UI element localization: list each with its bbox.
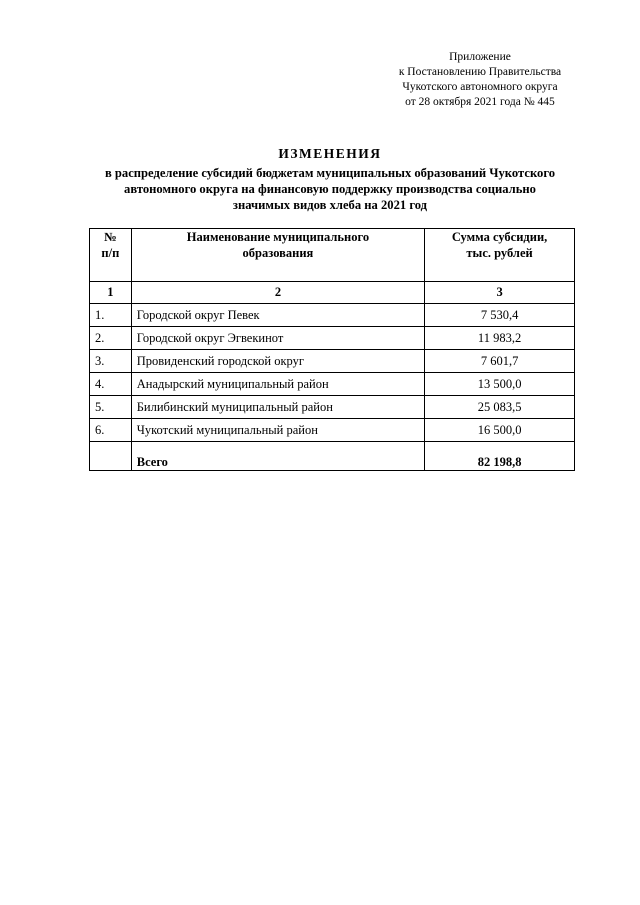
total-amount: 82 198,8 (425, 442, 575, 471)
row-num: 1. (90, 304, 132, 327)
header-num (90, 229, 132, 282)
row-amount: 16 500,0 (425, 419, 575, 442)
header-name (131, 229, 424, 282)
table-row (90, 419, 575, 442)
row-amount: 7 530,4 (425, 304, 575, 327)
table-row (90, 304, 575, 327)
header-amount-line1: Сумма субсидии, (451, 230, 548, 244)
row-num: 3. (90, 350, 132, 373)
header-name-line1: Наименование муниципального (186, 230, 370, 244)
appendix-line: к Постановлению Правительства (398, 66, 562, 78)
column-number-row (90, 282, 575, 304)
table-row (90, 373, 575, 396)
document-subtitle (40, 165, 620, 213)
subtitle-line: в распределение субсидий бюджетам муниципальных образований Чукотского (104, 166, 556, 180)
header-num-line2: п/п (101, 246, 120, 260)
subtitle-line: автономного округа на финансовую поддержку производства социально (124, 182, 536, 196)
row-name: Провиденский городской округ (131, 350, 424, 373)
header-amount (425, 229, 575, 282)
header-amount-line2: тыс. рублей (466, 246, 533, 260)
appendix-line: Чукотского автономного округа (402, 81, 558, 93)
appendix-block (360, 50, 600, 110)
appendix-line: Приложение (449, 51, 511, 63)
total-row (90, 442, 575, 471)
row-num: 4. (90, 373, 132, 396)
table-row (90, 327, 575, 350)
row-name: Городской округ Певек (131, 304, 424, 327)
row-name: Билибинский муниципальный район (131, 396, 424, 419)
row-num: 2. (90, 327, 132, 350)
column-number: 3 (425, 282, 575, 304)
column-number: 1 (90, 282, 132, 304)
row-name: Городской округ Эгвекинот (131, 327, 424, 350)
row-amount: 7 601,7 (425, 350, 575, 373)
document-title: ИЗМЕНЕНИЯ (278, 146, 382, 161)
header-num-line1: № (104, 230, 117, 244)
row-amount: 25 083,5 (425, 396, 575, 419)
row-name: Анадырский муниципальный район (131, 373, 424, 396)
row-num: 6. (90, 419, 132, 442)
header-name-line2: образования (242, 246, 314, 260)
total-label: Всего (131, 442, 424, 471)
total-num-empty (90, 442, 132, 471)
column-number: 2 (131, 282, 424, 304)
row-amount: 13 500,0 (425, 373, 575, 396)
appendix-date-line: от 28 октября 2021 года № 445 (405, 96, 555, 108)
table-header-row (90, 229, 575, 282)
row-amount: 11 983,2 (425, 327, 575, 350)
row-num: 5. (90, 396, 132, 419)
table-row (90, 350, 575, 373)
table-row (90, 396, 575, 419)
subtitle-line: значимых видов хлеба на 2021 год (232, 198, 428, 212)
row-name: Чукотский муниципальный район (131, 419, 424, 442)
subsidies-table (89, 228, 575, 471)
